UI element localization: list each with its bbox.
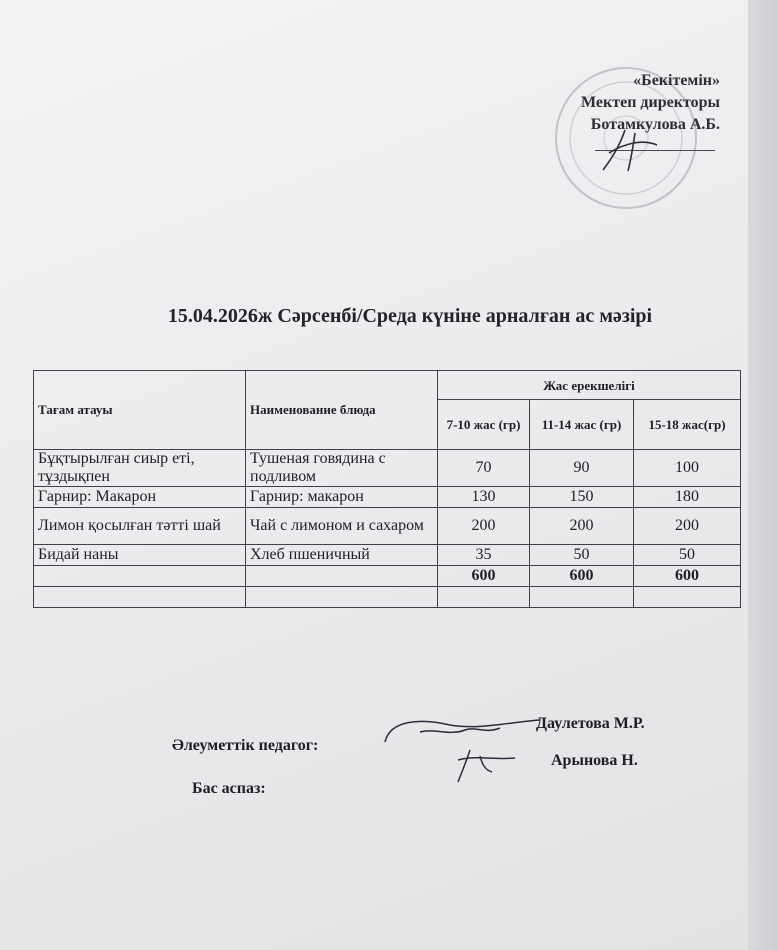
portion-15-18: 200 xyxy=(634,508,741,545)
dish-kz: Лимон қосылған тәтті шай xyxy=(34,508,246,545)
empty-cell xyxy=(438,587,530,608)
portion-7-10: 70 xyxy=(438,450,530,487)
chef-name: Арынова Н. xyxy=(551,752,638,769)
portion-7-10: 200 xyxy=(438,508,530,545)
dish-kz: Бұқтырылған сиыр еті, тұздықпен xyxy=(34,450,246,487)
header-age-0: 7-10 жас (гр) xyxy=(438,400,530,450)
social-pedagogue-name: Даулетова М.Р. xyxy=(536,715,645,732)
portion-11-14: 150 xyxy=(530,487,634,508)
dish-ru: Хлеб пшеничный xyxy=(246,545,438,566)
dish-ru: Тушеная говядина с подливом xyxy=(246,450,438,487)
portion-11-14: 50 xyxy=(530,545,634,566)
empty-cell xyxy=(530,587,634,608)
portion-15-18: 180 xyxy=(634,487,741,508)
portion-11-14: 200 xyxy=(530,508,634,545)
table-row xyxy=(34,450,741,487)
header-age-2: 15-18 жас(гр) xyxy=(634,400,741,450)
portion-15-18: 50 xyxy=(634,545,741,566)
table-total-row xyxy=(34,566,741,587)
approval-position: Мектеп директоры xyxy=(581,94,720,111)
director-signature xyxy=(595,125,665,175)
table-row xyxy=(34,487,741,508)
staff-signatures xyxy=(380,700,550,790)
approval-heading: «Бекітемін» xyxy=(633,72,720,89)
dish-ru: Чай с лимоном и сахаром xyxy=(246,508,438,545)
header-kz: Тағам атауы xyxy=(34,371,246,450)
header-age-group: Жас ерекшелігі xyxy=(438,371,741,400)
dish-kz: Бидай наны xyxy=(34,545,246,566)
portion-7-10: 35 xyxy=(438,545,530,566)
empty-cell xyxy=(634,587,741,608)
dish-kz: Гарнир: Макарон xyxy=(34,487,246,508)
background-edge xyxy=(748,0,778,950)
total-15-18: 600 xyxy=(634,566,741,587)
empty-cell xyxy=(246,587,438,608)
page-title: 15.04.2026ж Сәрсенбі/Среда күніне арналған ас мәзірі xyxy=(167,305,653,327)
dish-ru: Гарнир: макарон xyxy=(246,487,438,508)
header-age-1: 11-14 жас (гр) xyxy=(530,400,634,450)
approval-name: Ботамкулова А.Б. xyxy=(590,116,720,133)
total-empty-ru xyxy=(246,566,438,587)
portion-11-14: 90 xyxy=(530,450,634,487)
table-row xyxy=(34,508,741,545)
total-7-10: 600 xyxy=(438,566,530,587)
table-empty-row xyxy=(34,587,741,608)
chef-label: Бас аспаз: xyxy=(192,780,266,797)
social-pedagogue-label: Әлеуметтік педагог: xyxy=(172,737,319,754)
portion-7-10: 130 xyxy=(438,487,530,508)
portion-15-18: 100 xyxy=(634,450,741,487)
total-11-14: 600 xyxy=(530,566,634,587)
table-row xyxy=(34,545,741,566)
header-ru: Наименование блюда xyxy=(246,371,438,450)
table-header-row xyxy=(34,371,741,400)
menu-table xyxy=(33,370,741,608)
empty-cell xyxy=(34,587,246,608)
total-empty-kz xyxy=(34,566,246,587)
